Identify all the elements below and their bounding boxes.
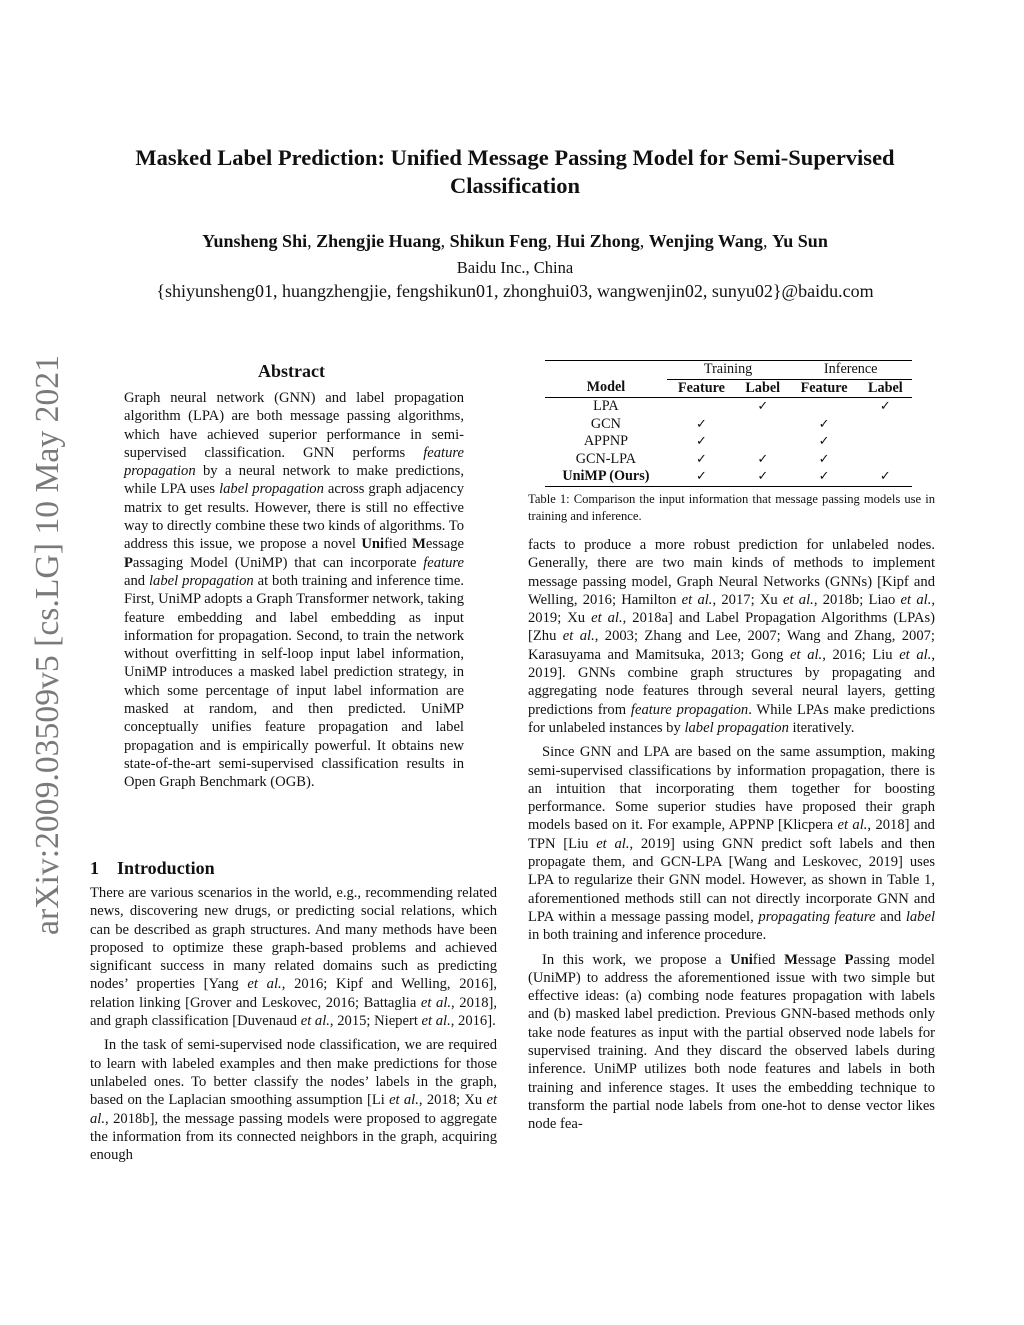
table-header-training-label: Label	[736, 379, 789, 398]
table-row: APPNP ✓ ✓	[583, 433, 830, 449]
arxiv-identifier-stamp	[26, 350, 66, 940]
table-header-inference-feature: Feature	[789, 379, 858, 398]
section-heading-introduction	[90, 858, 215, 879]
author-name: Zhengjie Huang	[316, 231, 441, 251]
paragraph: Since GNN and LPA are based on the same assumption, making semi-supervised classifications by information propagation, there is an intuition that incorporating them together for boosting performance. Some superior studies have proposed their graph models based on it. For example, APPNP [Klicpera et al., 2018] and TPN [Liu et al., 2019] using GNN predict soft labels and then propagate them, and GCN-LPA [Wang and Leskovec, 2019] uses LPA to regularize their GNN model. However, as shown in Table 1, aforementioned methods still can not directly incorporate GNN and LPA within a message passing model, propagating feature and label in both training and inference procedure.	[528, 744, 935, 944]
paragraph: In the task of semi-supervised node classification, we are required to learn with labeled examples and then make predictions for those unlabeled ones. To better classify the nodes’ labels in the graph, based on the Laplacian smoothing assumption [Li et al., 2018; Xu et al., 2018b], the message passing models were proposed to aggregate the information from its connected neighbors in the graph, acquiring enough	[90, 1037, 498, 1164]
author-list: Yunsheng Shi, Zhengjie Huang, Shikun Feng, Hui Zhong, Wenjing Wang, Yu Sun	[202, 231, 828, 251]
left-column-body	[90, 884, 497, 1164]
table-header-training-feature: Feature	[667, 379, 736, 398]
table-group-training: Training	[667, 361, 790, 380]
abstract-heading: Abstract	[258, 361, 325, 381]
author-name: Shikun Feng	[449, 231, 548, 251]
paragraph: There are various scenarios in the world, e.g., recommending related news, discovering new drugs, or predicting social relations, which can be described as graph structures. And many methods have been proposed to optimize these graph-based problems and achieved significant success in many related domains such as predicting nodes’ properties [Yang et al., 2016; Kipf and Welling, 2016], relation linking [Grover and Leskovec, 2016; Battaglia et al., 2018], and graph classification [Duvenaud et al., 2015; Niepert et al., 2016].	[90, 885, 498, 1030]
table-row: GCN ✓ ✓	[590, 415, 830, 432]
table-row: GCN-LPA ✓ ✓ ✓	[575, 450, 830, 467]
abstract-body: Graph neural network (GNN) and label propagation algorithm (LPA) are both message passing algorithms, which have achieved superior performance in semi-supervised classification. GNN performs feature propagation by a neural network to make predictions, while LPA uses label propagation across graph adjacency matrix to get results. However, there is still no effective way to directly combine these two kinds of algorithms. To address this issue, we propose a novel Unified Message Passaging Model (UniMP) that can incorporate feature and label propagation at both training and inference time. First, UniMP adopts a Graph Transformer network, taking feature embedding and label embedding as input information for propagation. Second, to train the network without overfitting in self-loop input label information, UniMP introduces a masked label prediction strategy, in which some percentage of input label information are masked at random, and then predicted. UniMP conceptually unifies feature propagation and label propagation and is empirically powerful. It obtains new state-of-the-art semi-supervised classification results in Open Graph Benchmark (OGB).	[124, 390, 464, 791]
table-caption: Table 1: Comparison the input information that message passing models use in training and inference.	[528, 492, 935, 523]
right-column-body	[528, 536, 935, 1134]
table-header-inference-label: Label	[859, 379, 912, 398]
affiliation: Baidu Inc., China	[456, 258, 574, 277]
paragraph: facts to produce a more robust prediction for unlabeled nodes. Generally, there are two main kinds of methods to implement message passing model, Graph Neural Networks (GNNs) [Kipf and Welling, 2016; Hamilton et al., 2017; Xu et al., 2018b; Liao et al., 2019; Xu et al., 2018a] and Label Propagation Algorithms (LPAs) [Zhu et al., 2003; Zhang and Lee, 2007; Wang and Zhang, 2007; Karasuyama and Mamitsuka, 2013; Gong et al., 2016; Liu et al., 2019]. GNNs combine graph structures by propagating and aggregating node features through several neural layers, getting predictions from feature propagation. While LPAs make predictions for unlabeled instances by label propagation iteratively.	[528, 537, 936, 736]
table-row: LPA ✓ ✓	[593, 398, 891, 414]
arxiv-stamp-text: arXiv:2009.03509v5 [cs.LG] 10 May 2021	[29, 350, 66, 935]
author-name: Yunsheng Shi	[202, 231, 308, 251]
author-name: Hui Zhong	[556, 231, 640, 251]
author-name: Yu Sun	[771, 231, 828, 251]
author-emails: {shiyunsheng01, huangzhengjie, fengshikun01, zhonghui03, wangwenjin02, sunyu02}@baidu.com	[156, 281, 874, 301]
section-number: 1	[90, 858, 99, 878]
table-row: UniMP (Ours) ✓ ✓ ✓ ✓	[545, 468, 912, 486]
comparison-table	[545, 360, 912, 487]
table-group-inference: Inference	[789, 361, 912, 380]
section-title: Introduction	[117, 858, 215, 878]
table-header-model: Model	[545, 379, 667, 398]
paper-title: Masked Label Prediction: Unified Message Passing Model for Semi-Supervised Classification	[135, 145, 895, 198]
paragraph: In this work, we propose a Unified Message Passing model (UniMP) to address the aforementioned issue with two simple but effective ideas: (a) combing node features propagation with labels and (b) masked label prediction. Previous GNN-based methods only take node features as input with the partial observed node labels for supervised training. And they discard the observed labels during inference. UniMP utilizes both node features and labels in both training and inference stages. It uses the embedding technique to transform the partial node labels from one-hot to dense vector likes node fea-	[528, 951, 935, 1133]
author-name: Wenjing Wang	[648, 231, 763, 251]
